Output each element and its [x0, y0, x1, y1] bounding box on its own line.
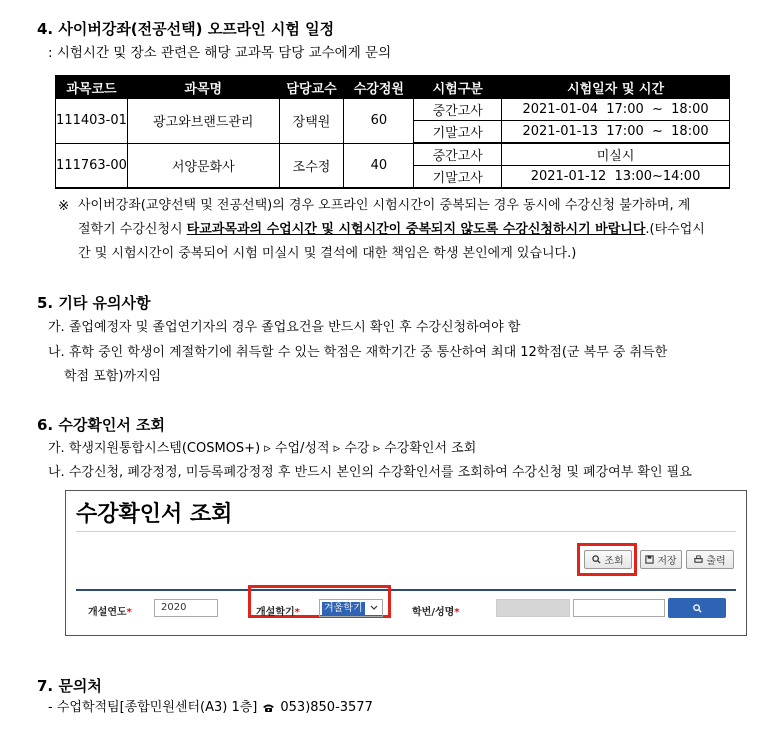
section4-note: : 시험시간 및 장소 관련은 해당 교과목 담당 교수에게 문의 — [48, 45, 392, 61]
contact-line — [48, 698, 373, 718]
warning-line-3: 간 및 시험시간이 중복되어 시험 미실시 및 결석에 대한 책임은 학생 본인에게 있습니다.) — [78, 246, 577, 261]
required-mark: * — [126, 607, 132, 618]
section4-heading: 4. 사이버강좌(전공선택) 오프라인 시험 일정 — [37, 20, 335, 38]
print-icon — [694, 555, 703, 564]
contact-text: - 수업학적팀[종합민원센터(A3) 1층] — [48, 700, 258, 715]
section5-heading: 5. 기타 유의사항 — [37, 294, 151, 312]
exam-type: 중간고사 — [414, 143, 502, 166]
required-mark: * — [454, 607, 460, 618]
course-capacity: 60 — [344, 99, 414, 144]
section5-item-b-line1: 나. 휴학 중인 학생이 계절학기에 취득할 수 있는 학점은 재학기간 중 통산하여 최대 12학점(군 복무 중 취득한 — [48, 345, 668, 360]
print-button[interactable] — [686, 550, 734, 569]
student-name-input[interactable] — [573, 599, 665, 617]
search-form-bar — [76, 589, 736, 629]
course-professor: 조수정 — [279, 143, 344, 188]
exam-datetime: 2021-01-04 17:00 ~ 18:00 — [502, 99, 730, 121]
course-code: 111403-01 — [56, 99, 128, 144]
section6-heading: 6. 수강확인서 조회 — [37, 416, 166, 434]
section5-item-b-line2: 학점 포함)까지임 — [64, 369, 162, 384]
year-label-text: 개설연도 — [88, 607, 127, 618]
term-label-text: 개설학기 — [256, 607, 295, 618]
search-icon — [592, 555, 601, 564]
required-mark: * — [294, 607, 300, 618]
student-search-button[interactable] — [668, 598, 726, 618]
save-button-label: 저장 — [657, 556, 677, 567]
term-select[interactable] — [319, 599, 383, 617]
phone-icon — [262, 703, 275, 713]
save-icon — [645, 555, 654, 564]
student-id-input[interactable] — [496, 599, 570, 617]
header-code: 과목코드 — [56, 76, 128, 99]
exam-type: 중간고사 — [414, 99, 502, 121]
exam-type: 기말고사 — [414, 121, 502, 144]
chevron-down-icon — [370, 605, 378, 611]
warning-line-2-post: .(타수업시 — [645, 222, 705, 237]
search-button-label: 조회 — [604, 556, 624, 567]
search-button[interactable] — [584, 550, 632, 569]
certificate-lookup-panel — [65, 490, 747, 636]
exam-datetime: 2021-01-12 13:00~14:00 — [502, 166, 730, 189]
course-name: 서양문화사 — [127, 143, 279, 188]
panel-title: 수강확인서 조회 — [76, 502, 233, 527]
section7-heading: 7. 문의처 — [37, 677, 102, 695]
exam-datetime: 미실시 — [502, 143, 730, 166]
section6-item-a: 가. 학생지원통합시스템(COSMOS+) ▹ 수업/성적 ▹ 수강 ▹ 수강확인서 조회 — [48, 441, 477, 456]
table-row — [56, 99, 730, 121]
section5-item-a: 가. 졸업예정자 및 졸업연기자의 경우 졸업요건을 반드시 확인 후 수강신청하여야 함 — [48, 320, 521, 335]
warning-line-1: 사이버강좌(교양선택 및 전공선택)의 경우 오프라인 시험시간이 중복되는 경우 동시에 수강신청 불가하며, 계 — [78, 198, 691, 213]
warning-line-2 — [78, 220, 705, 240]
warning-line-2-pre: 절학기 수강신청시 — [78, 222, 187, 237]
exam-datetime: 2021-01-13 17:00 ~ 18:00 — [502, 121, 730, 144]
course-code: 111763-00 — [56, 143, 128, 188]
header-datetime: 시험일자 및 시간 — [502, 76, 730, 99]
header-capacity: 수강정원 — [344, 76, 414, 99]
panel-divider — [76, 531, 736, 532]
section6-item-b: 나. 수강신청, 폐강정정, 미등록폐강정정 후 반드시 본인의 수강확인서를 조회하여 수강신청 및 폐강여부 확인 필요 — [48, 465, 692, 480]
table-row — [56, 143, 730, 166]
table-header-row — [56, 76, 730, 99]
header-exam-type: 시험구분 — [414, 76, 502, 99]
warning-mark: ※ — [58, 198, 70, 214]
contact-phone: 053)850-3577 — [280, 700, 373, 715]
header-name: 과목명 — [127, 76, 279, 99]
exam-type: 기말고사 — [414, 166, 502, 189]
term-label — [256, 603, 300, 618]
warning-emphasis: 타교과목과의 수업시간 및 시험시간이 중복되지 않도록 수강신청하시기 바랍니다 — [186, 222, 646, 237]
student-label — [412, 603, 460, 618]
course-capacity: 40 — [344, 143, 414, 188]
print-button-label: 출력 — [706, 556, 726, 567]
save-button[interactable] — [640, 550, 682, 569]
term-select-value: 겨울학기 — [324, 602, 363, 614]
header-professor: 담당교수 — [279, 76, 344, 99]
course-name: 광고와브랜드관리 — [127, 99, 279, 144]
exam-schedule-table — [55, 75, 730, 189]
year-label — [88, 603, 132, 618]
student-label-text: 학번/성명 — [412, 607, 455, 618]
year-input[interactable]: 2020 — [154, 599, 218, 617]
course-professor: 장택원 — [279, 99, 344, 144]
search-icon — [693, 604, 702, 613]
